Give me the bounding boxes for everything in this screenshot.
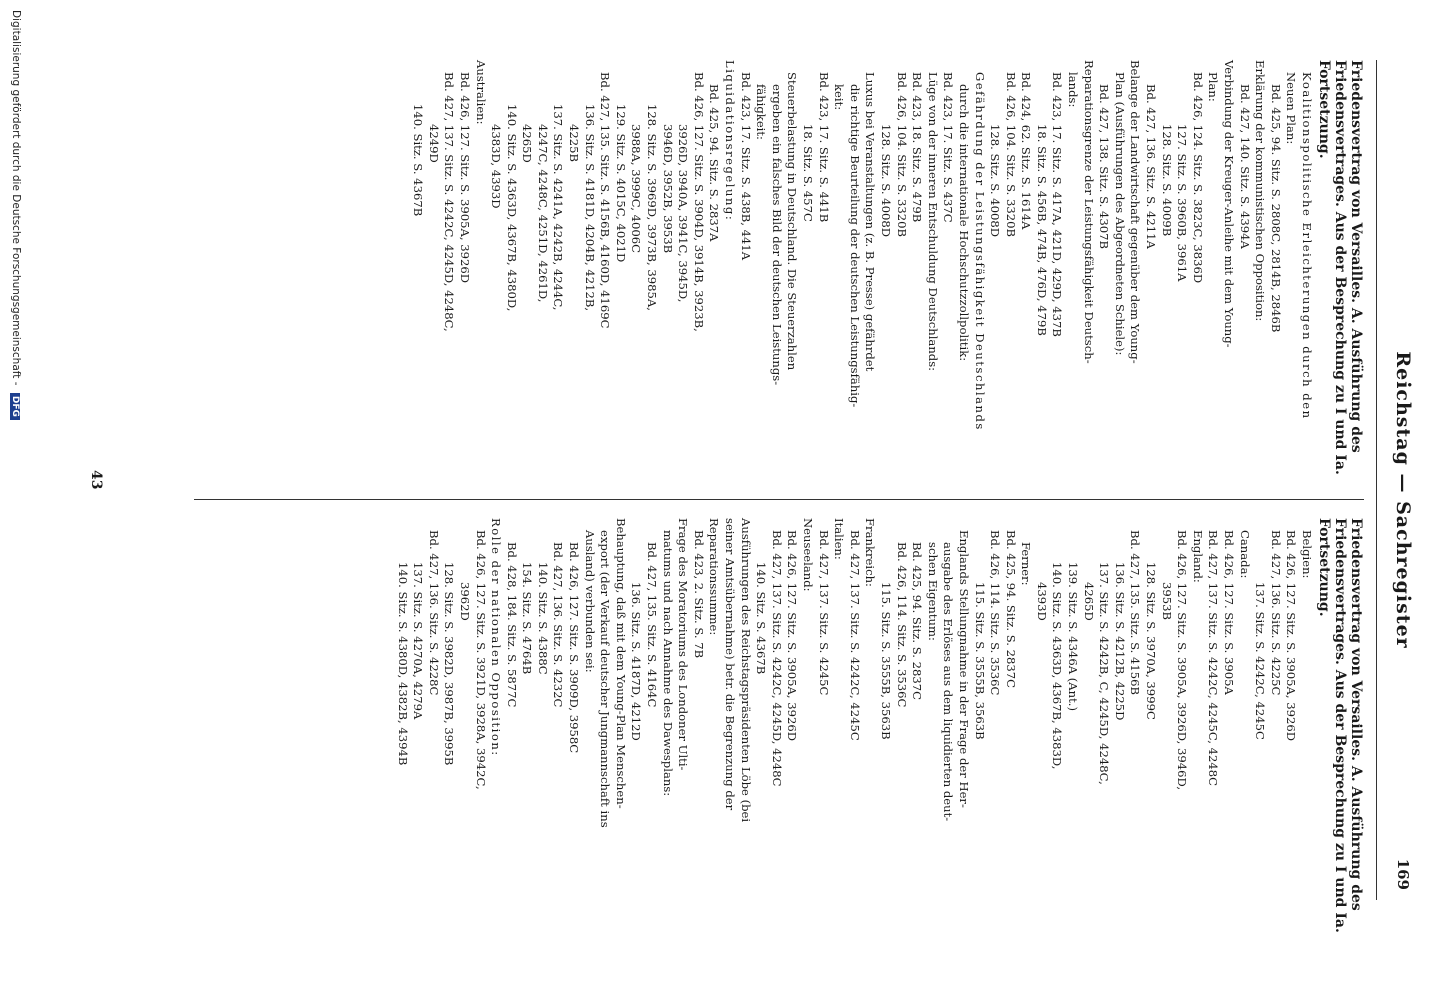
index-entry-line: Gefährdung der Leistungsfähigkeit Deutschlands: [972, 72, 987, 431]
index-entry-line: Canada:: [1237, 530, 1252, 579]
index-entry-line: 128. Sitz. S. 3970A, 3999C: [1144, 562, 1159, 720]
index-entry-line: Bd. 427, 136. Sitz. S. 4232C: [551, 542, 566, 708]
index-entry-line: 4393D: [1034, 582, 1049, 621]
index-entry-line: Bd. 427, 137. Sitz. S. 4242C, 4245D, 4248C,: [442, 72, 457, 332]
index-entry-line: Bd. 424, 62. Sitz. S. 1614A: [1019, 72, 1034, 230]
index-entry-line: 140. Sitz. S. 4363D, 4367B, 4383D,: [1050, 562, 1065, 770]
index-entry-line: Bd. 426, 104. Sitz. S. 3320B: [1003, 72, 1018, 238]
index-entry-line: 136. Sitz. S. 4187D, 4212D: [629, 582, 644, 741]
index-entry-line: export (der Verkauf deutscher Jungmannschaft ins: [598, 530, 613, 828]
right-column-heading: Friedensvertrag von Versailles. A. Ausführung des Friedensvertrages. Aus der Besprechung zu I und Ia. Fortsetzung.: [1316, 518, 1364, 933]
column-divider: [194, 499, 1364, 500]
index-entry-line: 140. Sitz. S. 4380D, 4382B, 4394B: [395, 562, 410, 766]
index-entry-line: Ferner:: [1019, 542, 1034, 586]
index-entry-line: Bd. 426, 127. Sitz. S. 3905A, 3926D: [785, 530, 800, 742]
index-entry-line: 3926D, 3940A, 3941C, 3945D,: [676, 124, 691, 303]
index-entry-line: Liquidationsregelung:: [723, 60, 738, 222]
index-entry-line: 137. Sitz. S. 4242B, C, 4245D, 4248C,: [1097, 562, 1112, 785]
index-entry-line: durch die internationale Hochschutzzollpolitik:: [956, 84, 971, 362]
index-entry-line: England:: [1190, 530, 1205, 583]
index-entry-line: schen Eigentum:: [925, 542, 940, 641]
index-entry-line: 137. Sitz. S. 4270A, 4279A: [411, 562, 426, 720]
index-entry-line: Luxus bei Veranstaltungen (z. B. Presse) gefährdet: [863, 72, 878, 372]
index-entry-line: 136. Sitz. S. 4212B, 4225D: [1112, 562, 1127, 721]
running-title: Reichstag — Sachregister: [1392, 351, 1414, 649]
index-entry-line: 139. Sitz. S. 4346A (Ant.): [1066, 562, 1081, 711]
index-entry-line: Bd. 427, 140. Sitz. S. 4394A: [1237, 84, 1252, 249]
index-entry-line: 18. Sitz. S. 457C: [801, 124, 815, 222]
index-entry-line: Ausland) verbunden sei:: [582, 530, 597, 673]
index-entry-line: ergeben ein falsches Bild der deutschen Leistungs-: [769, 84, 784, 386]
index-entry-line: Australien:: [473, 60, 488, 125]
index-entry-line: Bd. 426, 124. Sitz. S. 3823C, 3836D: [1190, 72, 1205, 284]
index-entry-line: Bd. 427, 135. Sitz. S. 4164C: [645, 542, 660, 708]
index-entry-line: Bd. 426, 127. Sitz. S. 3905A: [1222, 530, 1237, 695]
index-entry-line: 128. Sitz. S. 4008D: [878, 124, 893, 237]
index-entry-line: Bd. 425, 94. Sitz. S. 2837A: [707, 84, 722, 242]
index-entry-line: Bd. 428, 184. Sitz. S. 5877C: [504, 542, 519, 708]
index-entry-line: Neuen Plan:: [1284, 72, 1299, 145]
index-entry-line: Steuerbelastung in Deutschland. Die Steuerzahlen: [785, 72, 800, 371]
index-entry-line: 4247C, 4248C, 4251D, 4261D,: [535, 124, 550, 303]
index-entry-line: Bd. 423, 18. Sitz. S. 479B: [910, 72, 925, 223]
index-entry-line: matums und nach Annahme des Dawesplans:: [660, 530, 675, 797]
index-entry-line: die richtige Beurteilung der deutschen Leistungsfähig-: [847, 84, 862, 408]
dfg-logo: DFG: [10, 393, 20, 420]
index-entry-line: Belange der Landwirtschaft gegenüber dem Young-: [1128, 60, 1143, 364]
index-entry-line: Bd. 423, 2. Sitz. S. 7B: [691, 530, 706, 659]
index-entry-line: Bd. 426, 127. Sitz. S. 3905A, 3926D: [1284, 530, 1299, 742]
index-entry-line: Bd. 427, 137. Sitz. S. 4242C, 4245D, 4248C: [769, 530, 784, 787]
index-entry-line: 140. Sitz. S. 4363D, 4367B, 4380D,: [504, 104, 519, 312]
index-entry-line: Bd. 425, 94. Sitz. S. 2837C: [1003, 530, 1018, 688]
index-entry-line: Reparationsgrenze der Leistungsfähigkeit Deutsch-: [1081, 60, 1096, 364]
index-entry-line: Reparationssumme:: [707, 518, 722, 636]
digitization-note: [10, 10, 22, 420]
index-entry-line: Bd. 423, 17. Sitz. S. 437C: [941, 72, 956, 223]
index-entry-line: Verbindung der Kreuger-Anleihe mit dem Young-: [1222, 60, 1237, 348]
index-entry-line: 115. Sitz. S. 3555B, 3563B: [878, 582, 893, 740]
index-entry-line: Bd. 426, 127. Sitz. S. 3905A, 3926D, 3946D,: [1175, 530, 1190, 791]
index-entry-line: Bd. 423, 17. Sitz. S. 441B: [816, 72, 831, 223]
index-entry-line: 3953B: [1159, 582, 1174, 621]
index-entry-line: 4249D: [426, 124, 441, 163]
header-rule: [1376, 60, 1377, 900]
index-entry-line: 128. Sitz. S. 4008D: [988, 124, 1003, 237]
index-entry-line: Plan:: [1206, 72, 1221, 102]
index-entry-line: 18. Sitz. S. 456B, 474B, 476D, 479B: [1034, 124, 1049, 336]
index-entry-line: 3962D: [457, 582, 472, 621]
index-entry-line: Bd. 427, 136. Sitz. S. 4225C: [1268, 530, 1283, 696]
index-entry-line: Bd. 426, 127. Sitz. S. 3921D, 3928A, 3942C,: [473, 530, 488, 790]
index-entry-line: Frage des Moratoriums des Londoner Ulti-: [676, 518, 691, 771]
index-entry-line: 4265D: [1081, 582, 1096, 621]
index-entry-line: Bd. 426, 104. Sitz. S. 3320B: [894, 72, 909, 238]
index-entry-line: Rolle der nationalen Opposition:: [489, 518, 504, 757]
index-entry-line: Bd. 426, 127. Sitz. S. 3904D, 3914B, 3923B,: [691, 72, 706, 332]
index-entry-line: Bd. 427, 137. Sitz. S. 4245C: [816, 530, 831, 696]
index-entry-line: 128. Sitz. S. 3969D, 3973B, 3985A,: [645, 104, 660, 311]
index-entry-line: keit:: [832, 84, 847, 111]
index-entry-line: Frankreich:: [863, 518, 878, 587]
index-entry-line: Erklärung der kommunistischen Opposition:: [1253, 60, 1268, 322]
index-entry-line: Bd. 426, 127. Sitz. S. 3909D, 3958C: [567, 542, 582, 754]
index-entry-line: 3946D, 3952B, 3953B: [660, 124, 675, 254]
index-entry-line: Lüge von der inneren Entschuldung Deutschlands:: [925, 72, 940, 372]
index-entry-line: Bd. 427, 136. Sitz. S. 4228C: [426, 530, 441, 696]
index-entry-line: Englands Stellungnahme in der Frage der Her-: [956, 530, 971, 808]
index-entry-line: 136. Sitz. S. 4181D, 4204B, 4212B,: [582, 104, 597, 312]
index-entry-line: 128. Sitz. S. 4009B: [1159, 124, 1174, 237]
index-entry-line: 140. Sitz. S. 4367B: [754, 562, 769, 675]
index-entry-line: 137. Sitz. S. 4242C, 4245C: [1253, 582, 1268, 740]
index-entry-line: Behauptung, daß mit dem Young-Plan Menschen-: [613, 518, 628, 809]
index-entry-line: Neuseeland:: [801, 518, 815, 592]
index-entry-line: Koalitionspolitische Erleichterungen durch den: [1300, 72, 1314, 420]
index-entry-line: fähigkeit:: [754, 84, 769, 140]
index-entry-line: seiner Amtsübernahme) betr. die Begrenzung der: [723, 518, 738, 811]
left-column-heading: Friedensvertrag von Versailles. A. Ausführung des Friedensvertrages. Aus der Besprechung zu I und Ia. Fortsetzung.: [1316, 60, 1364, 475]
index-entry-line: 128. Sitz. S. 3982D, 3987B, 3995B: [442, 562, 457, 766]
index-entry-line: Bd. 427, 136. Sitz. S. 4211A: [1144, 84, 1159, 249]
index-entry-line: 115. Sitz. S. 3555B, 3563B: [972, 582, 987, 740]
index-entry-line: Bd. 427, 135. Sitz. S. 4156B: [1128, 530, 1143, 696]
page-marker: 43: [88, 470, 104, 490]
right-column: [394, 518, 1364, 948]
index-entry-line: Bd. 426, 114. Sitz. S. 3536C: [988, 530, 1003, 696]
index-entry-line: Bd. 426, 114. Sitz. S. 3536C: [894, 542, 909, 708]
index-entry-line: Bd. 423, 17. Sitz. S. 417A, 421D, 429D, 437B: [1050, 72, 1065, 337]
index-entry-line: Italien:: [832, 518, 847, 560]
index-entry-line: Bd. 425, 94. Sitz. S. 2808C, 2814B, 2846B: [1268, 84, 1283, 333]
index-entry-line: 3988A, 3999C, 4006C: [629, 124, 644, 253]
index-entry-line: 154. Sitz. S. 4764B: [520, 562, 535, 675]
index-entry-line: 137. Sitz. S. 4241A, 4242B, 4244C,: [551, 104, 566, 311]
page-number: 169: [1394, 858, 1412, 890]
index-entry-line: 127. Sitz. S. 3960B, 3961A: [1175, 124, 1190, 282]
index-entry-line: Bd. 427, 137. Sitz. S. 4242C, 4245C: [847, 530, 862, 741]
index-entry-line: Bd. 427, 138. Sitz. S. 4307B: [1097, 84, 1112, 250]
index-entry-line: Bd. 425, 94. Sitz. S. 2837C: [910, 542, 925, 700]
left-column: [410, 60, 1364, 490]
index-entry-line: Plan (Ausführungen des Abgeordneten Schiele):: [1112, 72, 1127, 356]
index-entry-line: ausgabe des Erlöses aus dem liquidierten deut-: [941, 542, 956, 822]
index-entry-line: lands:: [1066, 72, 1081, 108]
index-entry-line: 4383D, 4393D: [489, 124, 504, 209]
index-entry-line: 129. Sitz. S. 4015C, 4021D: [613, 104, 628, 263]
index-entry-line: 140. Sitz. S. 4367B: [411, 104, 426, 217]
index-entry-line: Bd. 426, 127. Sitz. S. 3905A, 3926D: [457, 72, 472, 284]
digitization-text: Digitalisierung gefördert durch die Deutsche Forschungsgemeinschaft -: [10, 10, 22, 386]
index-entry-line: Bd. 423, 17. Sitz. S. 438B, 441A: [738, 72, 753, 261]
index-entry-line: Bd. 427, 137. Sitz. S. 4242C, 4245C, 4248C: [1206, 530, 1221, 787]
index-entry-line: Ausführungen des Reichstagspräsidenten Löbe (bei: [738, 518, 753, 823]
index-entry-line: 140. Sitz. S. 4388C: [535, 562, 550, 675]
index-entry-line: Belgien:: [1300, 530, 1314, 579]
index-entry-line: Bd. 427, 135. Sitz. S. 4156B, 4160D, 4169C: [598, 72, 613, 329]
index-entry-line: 4225B: [567, 124, 582, 163]
index-entry-line: 4265D: [520, 124, 535, 163]
